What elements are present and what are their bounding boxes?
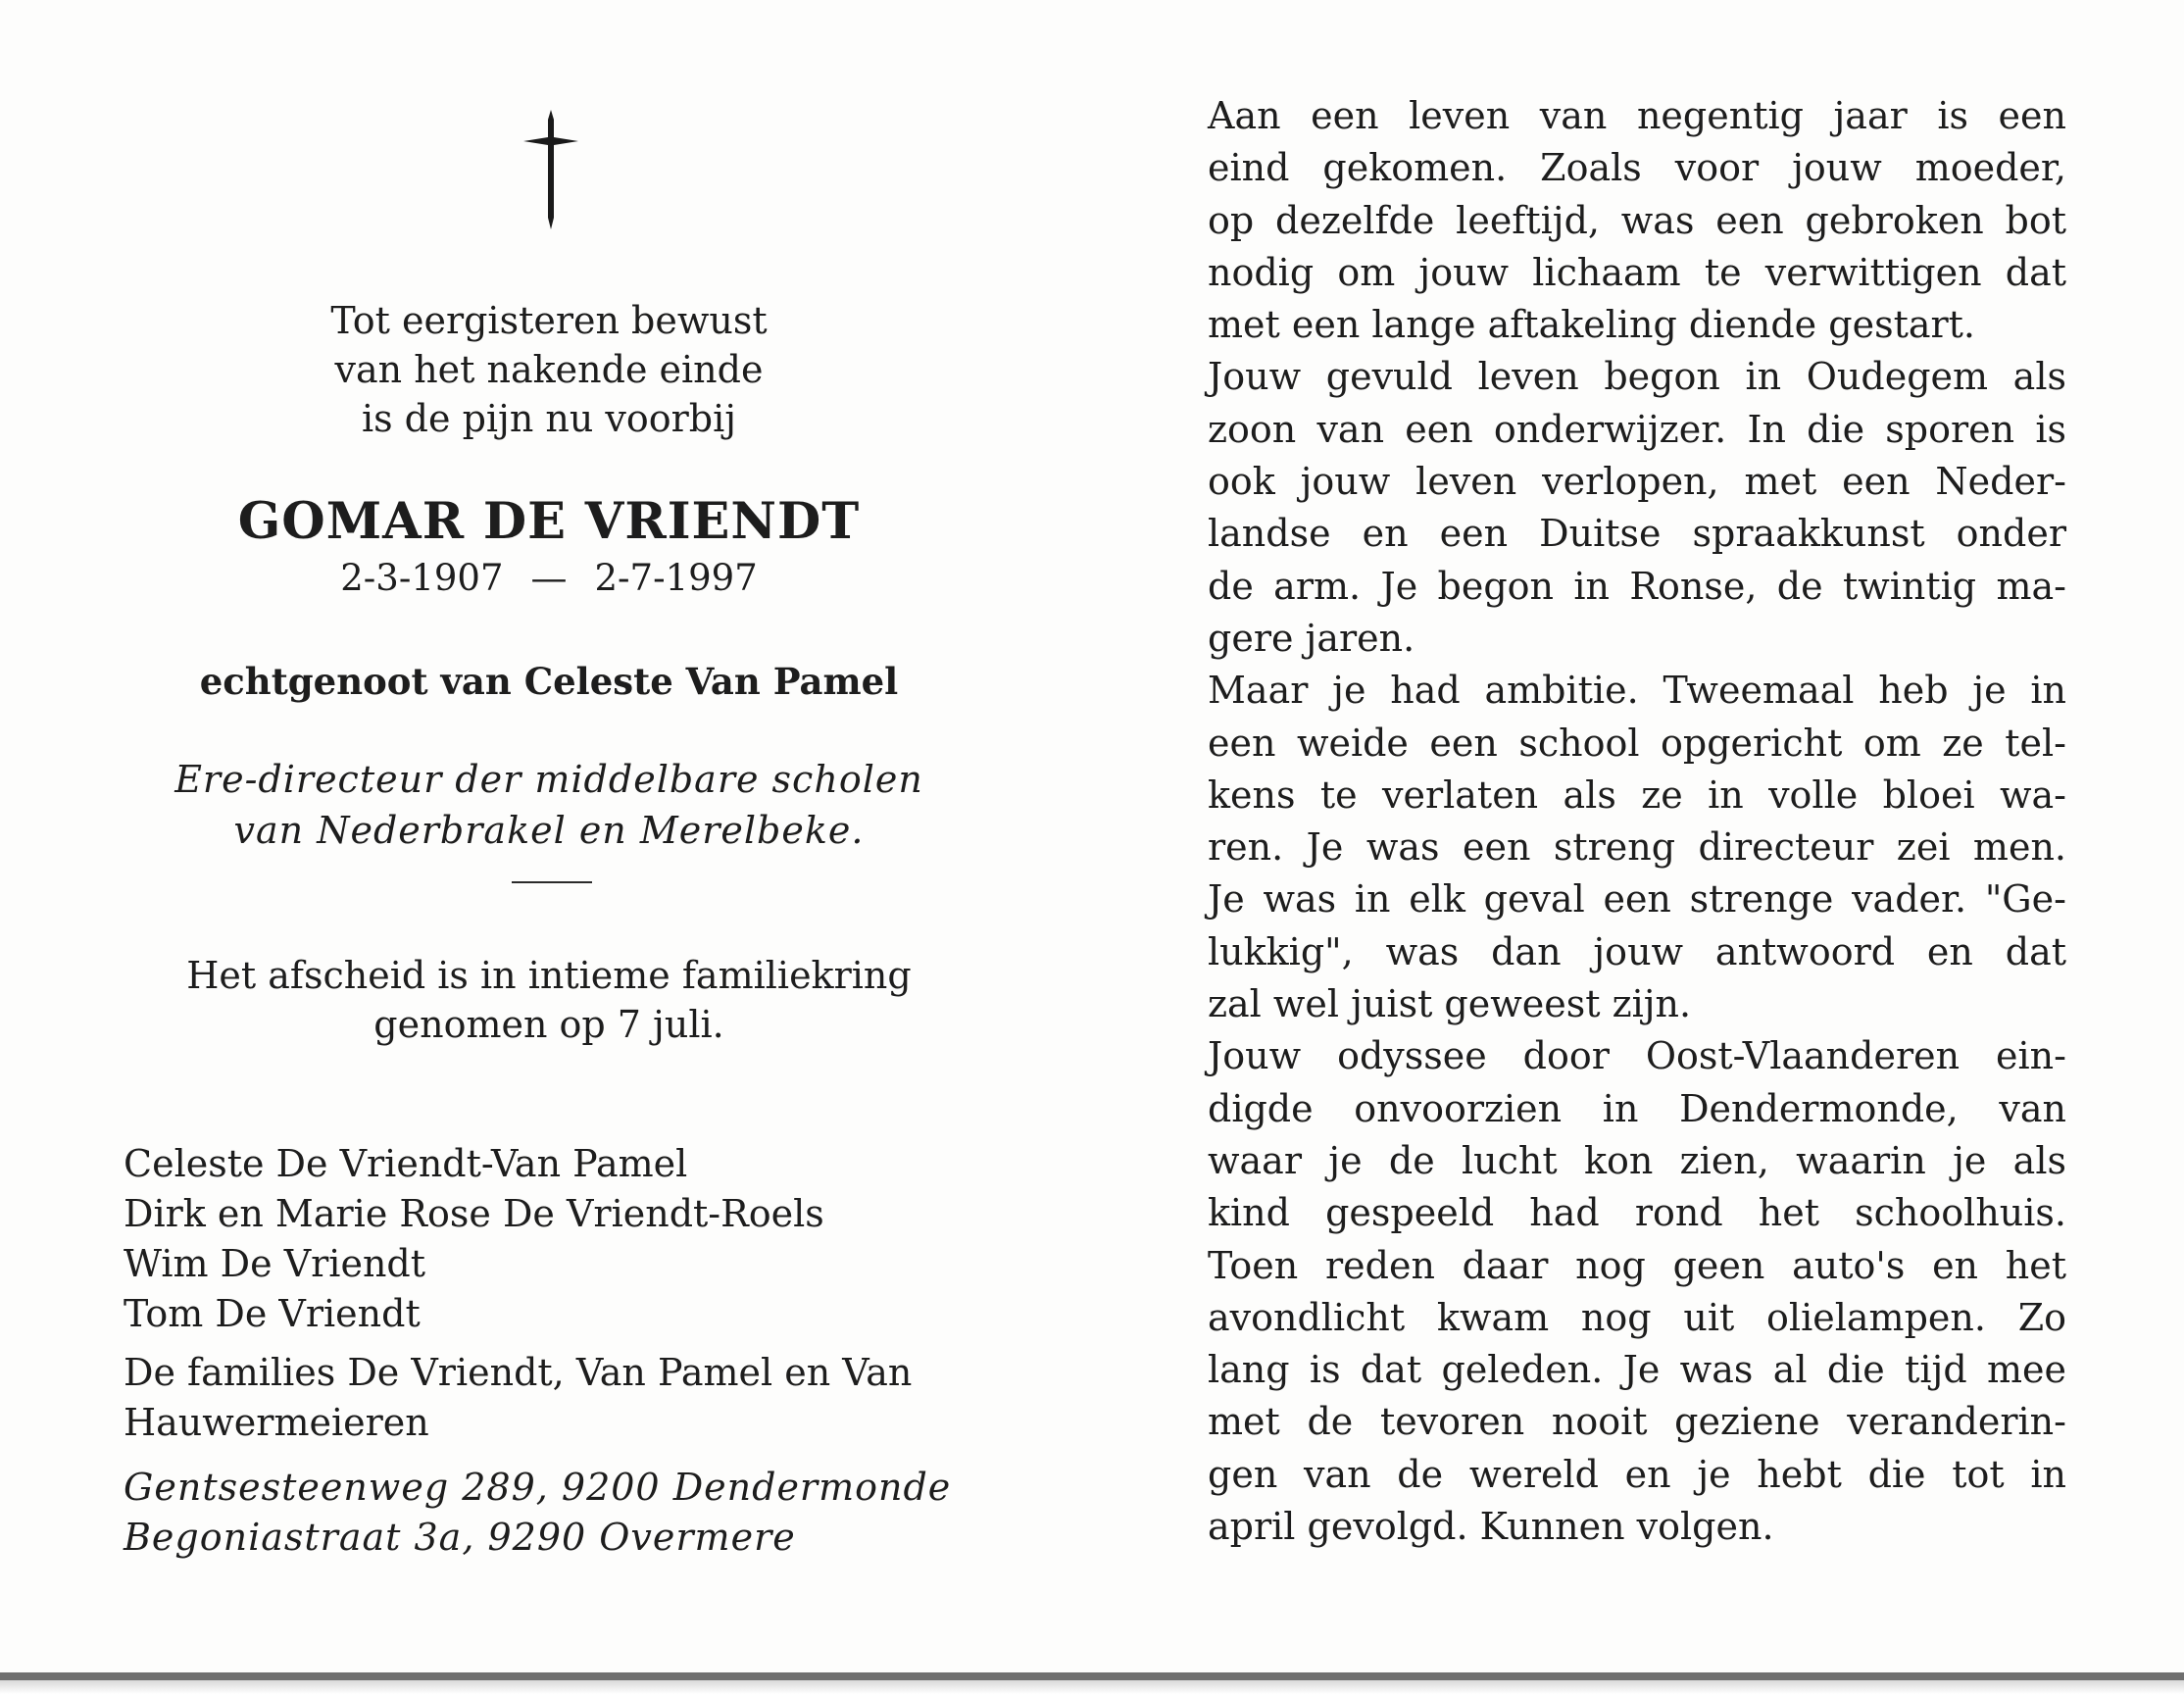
- farewell-notice: [39, 951, 1059, 1049]
- text-line: Jouw odyssee door Oost-Vlaanderen ein-: [1208, 1034, 2066, 1078]
- text-line: Je was in elk geval een strenge vader. "Ge-: [1208, 877, 2066, 922]
- text-line: Aan een leven van negentig jaar is een: [1208, 94, 2066, 137]
- verse-line: is de pijn nu voorbij: [361, 397, 737, 440]
- text-line: Toen reden daar nog geen auto's en het: [1208, 1243, 2066, 1287]
- cross-icon: [521, 108, 580, 230]
- text-line: lukkig", was dan jouw antwoord en dat: [1208, 929, 2066, 973]
- text-line: eind gekomen. Zoals voor jouw moeder,: [1208, 146, 2066, 190]
- title-line: Ere-directeur der middelbare scholen: [174, 758, 923, 801]
- family-name: Wim De Vriendt: [124, 1242, 426, 1285]
- text-line: met de tevoren nooit geziene veranderin-: [1208, 1400, 2066, 1444]
- left-panel: [0, 0, 1098, 1672]
- family-name: Dirk en Marie Rose De Vriendt-Roels: [124, 1192, 824, 1235]
- text-line: kind gespeeld had rond het schoolhuis.: [1208, 1191, 2066, 1235]
- text-line: ren. Je was een streng directeur zei men.: [1208, 825, 2066, 870]
- addresses: [124, 1463, 1045, 1563]
- text-line: lang is dat geleden. Je was al die tijd mee: [1208, 1348, 2066, 1392]
- card-bottom-edge: [0, 1672, 2184, 1680]
- families-line: De families De Vriendt, Van Pamel en Van: [124, 1351, 913, 1394]
- death-date: 2-7-1997: [594, 557, 758, 599]
- date-separator: —: [530, 557, 568, 599]
- text-line: met een lange aftakeling diende gestart.: [1208, 303, 1976, 347]
- extended-families: [124, 1348, 1045, 1448]
- spouse-line: echtgenoot van Celeste Van Pamel: [199, 660, 899, 703]
- title-line: van Nederbrakel en Merelbeke.: [233, 809, 865, 852]
- text-line: de arm. Je begon in Ronse, de twintig ma-: [1208, 564, 2066, 608]
- families-line: Hauwermeieren: [124, 1401, 429, 1444]
- text-line: gen van de wereld en je hebt die tot in: [1208, 1452, 2066, 1496]
- family-name: Tom De Vriendt: [124, 1292, 421, 1335]
- family-name: Celeste De Vriendt-Van Pamel: [124, 1142, 688, 1185]
- deceased-name: GOMAR DE VRIENDT: [237, 492, 861, 551]
- verse-line: van het nakende einde: [334, 348, 764, 391]
- text-line: waar je de lucht kon zien, waarin je als: [1208, 1138, 2066, 1182]
- text-line: gere jaren.: [1208, 616, 1415, 660]
- text-line: op dezelfde leeftijd, was een gebroken bot: [1208, 198, 2066, 242]
- text-line: Maar je had ambitie. Tweemaal heb je in: [1208, 669, 2066, 713]
- text-line: Jouw gevuld leven begon in Oudegem als: [1208, 355, 2066, 399]
- farewell-line: genomen op 7 juli.: [373, 1003, 724, 1046]
- text-line: zoon van een onderwijzer. In die sporen is: [1208, 407, 2066, 451]
- text-line: digde onvoorzien in Dendermonde, van: [1208, 1086, 2066, 1130]
- text-line: kens te verlaten als ze in volle bloei wa-: [1208, 772, 2066, 817]
- text-line: april gevolgd. Kunnen volgen.: [1208, 1505, 1774, 1549]
- professional-title: [39, 754, 1059, 856]
- text-line: avondlicht kwam nog uit olielampen. Zo: [1208, 1295, 2066, 1339]
- text-line: nodig om jouw lichaam te verwittigen dat: [1208, 250, 2066, 294]
- family-names: [124, 1139, 1045, 1339]
- text-line: een weide een school opgericht om ze tel-: [1208, 721, 2066, 765]
- text-line: landse en een Duitse spraakkunst onder: [1208, 512, 2066, 556]
- card-shadow: [0, 1680, 2184, 1694]
- verse: [39, 296, 1059, 443]
- farewell-line: Het afscheid is in intieme familiekring: [186, 954, 912, 997]
- verse-line: Tot eergisteren bewust: [330, 299, 768, 342]
- address-line: Begoniastraat 3a, 9290 Overmere: [124, 1516, 796, 1559]
- life-dates: [39, 555, 1059, 602]
- divider: [512, 881, 592, 883]
- text-line: ook jouw leven verlopen, met een Neder-: [1208, 460, 2066, 504]
- birth-date: 2-3-1907: [340, 557, 504, 599]
- right-panel-text: [1208, 90, 2066, 1553]
- address-line: Gentsesteenweg 289, 9200 Dendermonde: [124, 1466, 952, 1509]
- text-line: zal wel juist geweest zijn.: [1208, 982, 1692, 1026]
